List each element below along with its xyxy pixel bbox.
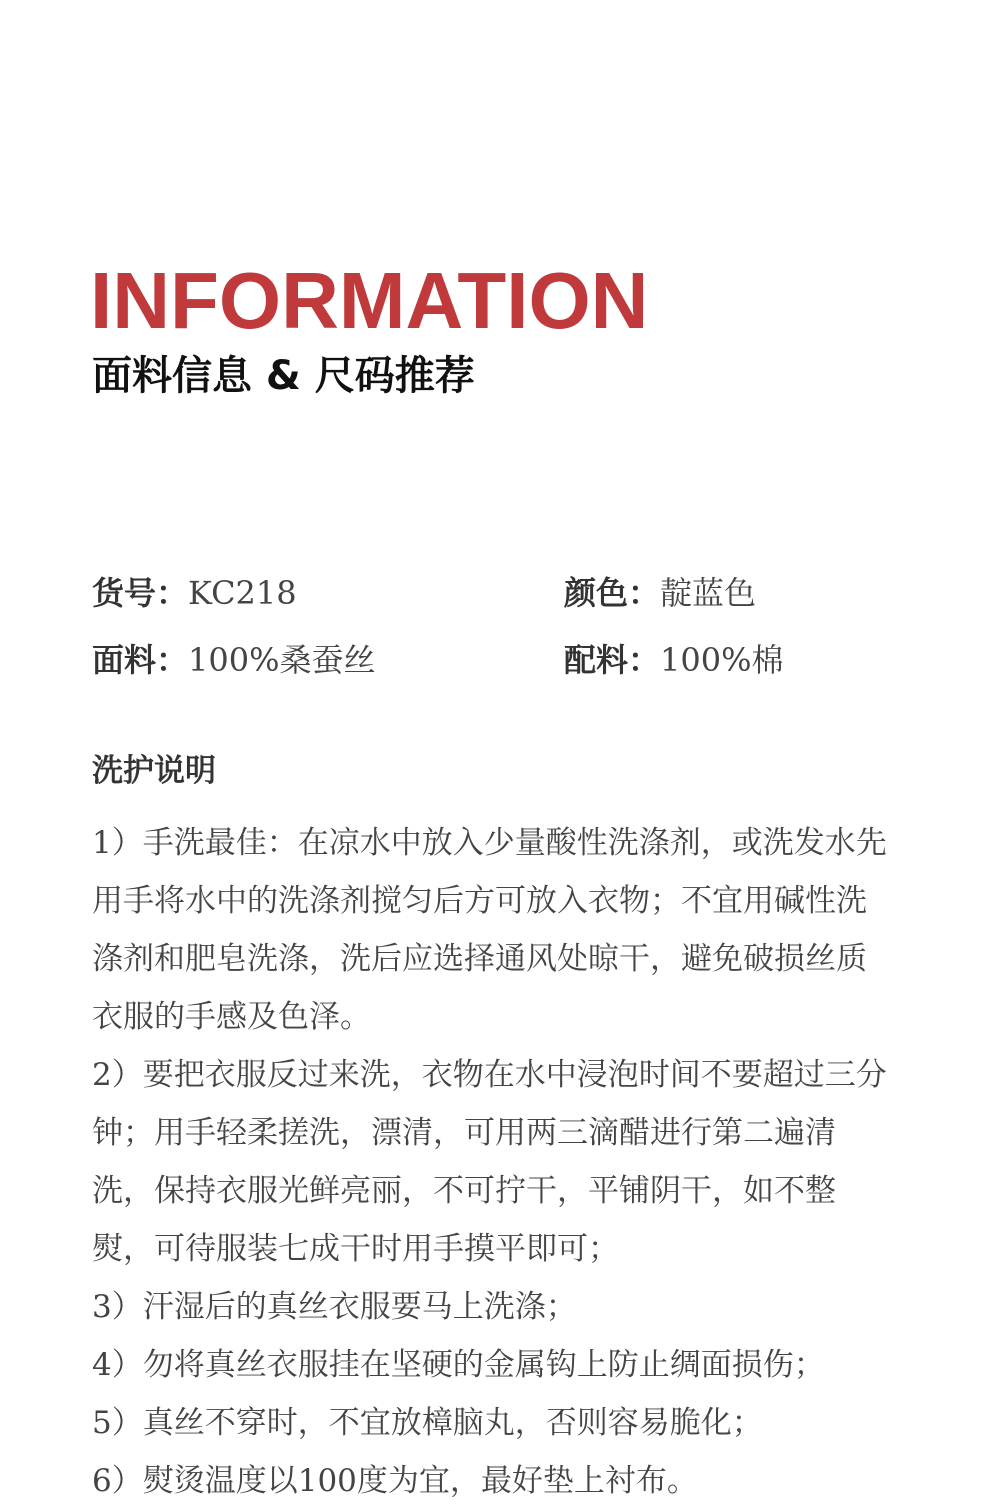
care-item-6: 6）熨烫温度以100度为宜，最好垫上衬布。 bbox=[92, 1463, 698, 1499]
spec-lining bbox=[564, 638, 784, 682]
spec-color-value: 靛蓝色 bbox=[660, 574, 757, 612]
care-item-3: 3）汗湿后的真丝衣服要马上洗涤； bbox=[92, 1289, 577, 1325]
spec-fabric-label: 面料： bbox=[92, 641, 189, 679]
care-item-4: 4）勿将真丝衣服挂在坚硬的金属钩上防止绸面损伤； bbox=[92, 1347, 825, 1383]
title-english: INFORMATION bbox=[90, 256, 649, 345]
spec-fabric-value: 100%桑蚕丝 bbox=[188, 641, 376, 679]
spec-lining-value: 100%棉 bbox=[660, 641, 784, 679]
care-item-1: 1）手洗最佳：在凉水中放入少量酸性洗涤剂，或洗发水先用手将水中的洗涤剂搅匀后方可放入衣物；不宜用碱性洗涤剂和肥皂洗涤，洗后应选择通风处晾干，避免破损丝质衣服的手感及色泽。 bbox=[92, 825, 887, 1035]
spec-item-number bbox=[92, 571, 297, 615]
care-item-2: 2）要把衣服反过来洗，衣物在水中浸泡时间不要超过三分钟；用手轻柔搓洗，漂清，可用两三滴醋进行第二遍清洗，保持衣服光鲜亮丽，不可拧干，平铺阴干，如不整熨，可待服装七成干时用手摸平即可； bbox=[92, 1057, 887, 1267]
spec-color-label: 颜色： bbox=[564, 574, 661, 612]
spec-item-number-label: 货号： bbox=[92, 574, 189, 612]
care-instructions-heading: 洗护说明 bbox=[92, 753, 216, 789]
title-chinese: 面料信息 & 尺码推荐 bbox=[92, 353, 475, 399]
care-item-5: 5）真丝不穿时，不宜放樟脑丸，否则容易脆化； bbox=[92, 1405, 763, 1441]
spec-lining-label: 配料： bbox=[564, 641, 661, 679]
care-instructions-list bbox=[92, 814, 892, 1510]
spec-item-number-value: KC218 bbox=[188, 574, 297, 612]
spec-color bbox=[564, 571, 756, 615]
spec-fabric bbox=[92, 638, 376, 682]
